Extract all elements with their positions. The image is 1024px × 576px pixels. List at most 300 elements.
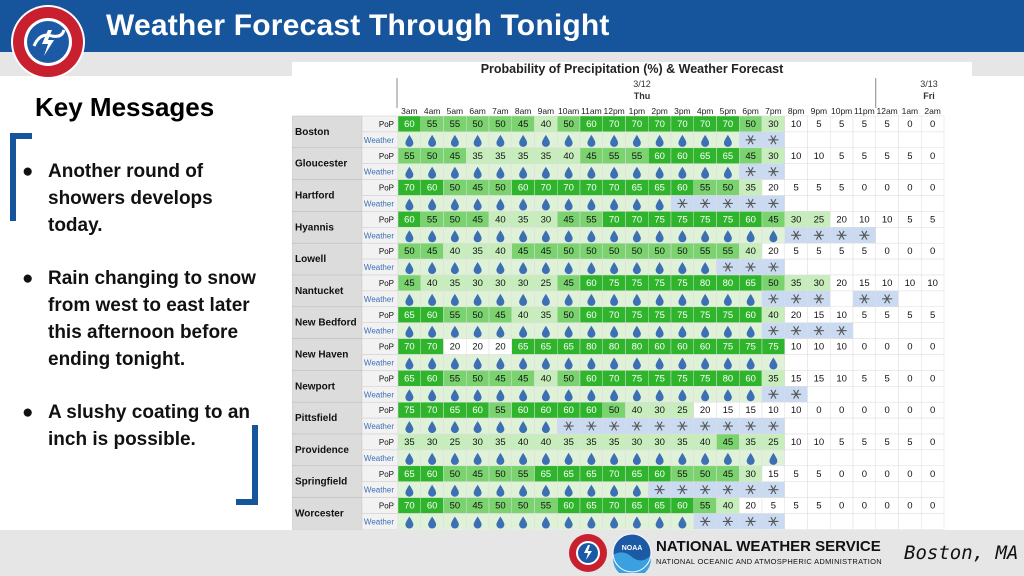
pop-value: 35 — [517, 150, 529, 162]
weather-cell — [899, 482, 922, 498]
pop-value: 65 — [563, 468, 574, 480]
weather-cell — [853, 450, 876, 466]
station-name: Worcester — [295, 508, 344, 520]
pop-label: PoP — [378, 374, 394, 384]
weather-cell — [808, 259, 831, 275]
pop-value: 60 — [745, 373, 756, 385]
pop-value: 10 — [813, 341, 825, 353]
key-messages-list — [18, 158, 258, 479]
weather-label: Weather — [363, 294, 394, 304]
pop-label: PoP — [378, 342, 394, 352]
weather-cell — [876, 132, 899, 148]
weather-cell — [785, 514, 808, 530]
pop-value: 25 — [677, 405, 688, 417]
pop-value: 5 — [907, 214, 913, 226]
pop-value: 30 — [426, 437, 438, 448]
pop-value: 30 — [790, 214, 802, 226]
pop-value: 60 — [586, 309, 597, 321]
weather-cell — [853, 514, 876, 530]
weather-cell — [899, 196, 922, 212]
pop-value: 5 — [907, 150, 913, 162]
weather-cell — [921, 355, 944, 371]
pop-value: 50 — [608, 405, 620, 417]
hour-label: 4am — [423, 106, 441, 116]
weather-cell — [830, 291, 853, 307]
pop-value: 10 — [790, 150, 802, 162]
pop-value: 0 — [861, 468, 868, 480]
pop-value: 0 — [907, 468, 913, 480]
pop-value: 80 — [631, 341, 643, 353]
hour-label: 10am — [557, 106, 580, 116]
weather-cell — [899, 132, 922, 148]
weather-cell — [785, 482, 808, 498]
pop-value: 65 — [404, 468, 415, 480]
key-messages-title: Key Messages — [35, 92, 215, 122]
weather-cell — [830, 164, 853, 180]
pop-value: 35 — [540, 150, 552, 162]
pop-value: 45 — [495, 373, 506, 385]
weather-cell — [899, 259, 922, 275]
pop-value: 50 — [654, 246, 665, 258]
weather-label: Weather — [363, 358, 394, 368]
pop-value: 50 — [517, 500, 529, 512]
pop-value: 60 — [745, 214, 756, 226]
weather-cell — [830, 482, 853, 498]
pop-label: PoP — [378, 215, 394, 225]
pop-value: 30 — [517, 278, 529, 289]
hour-label: 9pm — [810, 106, 828, 116]
pop-value: 45 — [472, 500, 483, 512]
pop-label: PoP — [378, 310, 394, 320]
weather-cell — [899, 418, 922, 434]
pop-value: 45 — [768, 214, 779, 226]
pop-value: 0 — [884, 500, 890, 512]
weather-cell — [785, 132, 808, 148]
hour-label: 8am — [514, 106, 532, 116]
pop-value: 55 — [699, 182, 711, 194]
pop-value: 55 — [404, 150, 415, 162]
pop-value: 15 — [768, 468, 779, 480]
pop-value: 50 — [563, 246, 574, 258]
pop-value: 0 — [884, 182, 890, 194]
pop-value: 50 — [495, 119, 506, 130]
weather-cell — [785, 259, 808, 275]
station-name: Pittsfield — [295, 413, 338, 425]
pop-value: 60 — [745, 309, 756, 321]
hour-label: 9am — [537, 106, 555, 116]
weather-cell — [830, 514, 853, 530]
pop-value: 45 — [517, 119, 529, 130]
weather-cell — [808, 514, 831, 530]
pop-value: 70 — [608, 373, 620, 385]
pop-value: 65 — [540, 468, 552, 480]
pop-value: 0 — [838, 500, 845, 512]
weather-cell — [785, 196, 808, 212]
pop-value: 10 — [790, 119, 802, 130]
pop-value: 0 — [838, 405, 845, 417]
pop-value: 5 — [884, 150, 890, 162]
weather-cell — [876, 514, 899, 530]
weather-cell — [899, 355, 922, 371]
hour-label: 5pm — [719, 106, 737, 116]
weather-cell — [853, 132, 876, 148]
bullet-icon: ● — [22, 402, 34, 423]
pop-value: 65 — [722, 150, 734, 162]
station-name: New Haven — [295, 349, 349, 361]
pop-value: 0 — [816, 405, 822, 417]
pop-label: PoP — [378, 151, 394, 161]
pop-value: 25 — [449, 437, 461, 448]
pop-value: 35 — [745, 437, 756, 448]
pop-value: 20 — [790, 309, 802, 321]
pop-value: 70 — [699, 119, 711, 130]
pop-value: 50 — [563, 373, 574, 385]
weather-cell — [921, 514, 944, 530]
pop-value: 60 — [426, 182, 438, 194]
pop-value: 10 — [790, 437, 802, 448]
pop-value: 50 — [472, 373, 483, 385]
hour-label: 2am — [924, 106, 941, 116]
pop-value: 0 — [907, 500, 913, 512]
pop-value: 30 — [768, 119, 779, 130]
pop-value: 75 — [654, 309, 665, 321]
hour-label: 8pm — [787, 106, 805, 116]
pop-value: 75 — [699, 373, 711, 385]
pop-value: 0 — [884, 468, 890, 480]
pop-value: 5 — [907, 437, 913, 448]
weather-cell — [899, 514, 922, 530]
weather-cell — [921, 227, 944, 243]
pop-value: 75 — [677, 214, 688, 226]
pop-value: 70 — [404, 182, 415, 194]
pop-value: 50 — [631, 246, 643, 258]
pop-value: 5 — [838, 246, 845, 258]
pop-value: 65 — [540, 341, 552, 353]
weather-cell — [830, 450, 853, 466]
weather-cell — [876, 482, 899, 498]
weather-cell — [808, 386, 831, 402]
weather-cell — [899, 323, 922, 339]
pop-value: 60 — [563, 500, 574, 512]
footer-bar — [0, 530, 1024, 576]
pop-value: 70 — [608, 119, 620, 130]
weather-cell — [921, 132, 944, 148]
pop-value: 75 — [654, 278, 665, 289]
key-message-item — [18, 158, 258, 239]
pop-value: 55 — [517, 468, 529, 480]
pop-value: 35 — [472, 150, 483, 162]
pop-value: 70 — [586, 182, 597, 194]
pop-value: 60 — [517, 182, 529, 194]
pop-value: 45 — [722, 437, 734, 448]
pop-value: 40 — [768, 309, 779, 321]
pop-value: 55 — [449, 373, 461, 385]
station-name: Hartford — [295, 190, 335, 202]
pop-label: PoP — [378, 183, 394, 193]
pop-value: 5 — [861, 437, 868, 448]
pop-value: 45 — [472, 468, 483, 480]
weather-label: Weather — [363, 485, 394, 495]
pop-value: 60 — [677, 341, 688, 353]
pop-value: 35 — [745, 182, 756, 194]
pop-value: 50 — [722, 182, 734, 194]
pop-value: 60 — [426, 500, 438, 512]
pop-value: 50 — [472, 309, 483, 321]
pop-value: 5 — [907, 309, 913, 321]
pop-value: 50 — [495, 500, 506, 512]
weather-cell — [853, 386, 876, 402]
header-bar — [0, 0, 1024, 52]
weather-cell — [830, 355, 853, 371]
pop-value: 70 — [404, 341, 415, 353]
pop-value: 45 — [495, 309, 506, 321]
page-title: Weather Forecast Through Tonight — [106, 9, 610, 42]
pop-value: 65 — [517, 341, 529, 353]
pop-value: 45 — [540, 246, 552, 258]
weather-cell — [876, 227, 899, 243]
weather-cell — [876, 418, 899, 434]
pop-value: 55 — [631, 150, 643, 162]
pop-value: 80 — [722, 278, 734, 289]
pop-value: 60 — [426, 373, 438, 385]
pop-value: 60 — [654, 341, 665, 353]
weather-cell — [830, 418, 853, 434]
pop-value: 0 — [929, 341, 936, 353]
pop-value: 50 — [495, 182, 506, 194]
pop-value: 5 — [793, 500, 799, 512]
hour-label: 4pm — [696, 106, 714, 116]
pop-value: 75 — [677, 309, 688, 321]
pop-value: 30 — [631, 437, 643, 448]
pop-value: 0 — [929, 150, 936, 162]
pop-value: 55 — [495, 405, 506, 417]
pop-value: 10 — [813, 437, 825, 448]
pop-value: 25 — [768, 437, 779, 448]
pop-value: 60 — [699, 341, 711, 353]
pop-value: 75 — [608, 278, 620, 289]
pop-value: 70 — [654, 119, 665, 130]
pop-value: 10 — [859, 214, 870, 226]
pop-value: 75 — [631, 373, 643, 385]
weather-cell — [853, 259, 876, 275]
pop-value: 5 — [884, 437, 890, 448]
weather-cell — [921, 164, 944, 180]
pop-value: 80 — [699, 278, 711, 289]
pop-value: 0 — [929, 405, 936, 417]
pop-value: 15 — [790, 373, 802, 385]
pop-value: 0 — [884, 405, 890, 417]
pop-value: 55 — [699, 500, 711, 512]
weather-cell — [808, 450, 831, 466]
weather-cell — [921, 196, 944, 212]
pop-value: 50 — [563, 119, 574, 130]
bullet-icon: ● — [22, 161, 34, 182]
pop-value: 10 — [813, 150, 825, 162]
pop-value: 80 — [722, 373, 734, 385]
pop-value: 55 — [449, 119, 461, 130]
weather-cell — [808, 132, 831, 148]
pop-value: 0 — [861, 500, 868, 512]
pop-value: 45 — [563, 278, 574, 289]
pop-value: 45 — [517, 373, 529, 385]
pop-value: 70 — [426, 341, 438, 353]
pop-value: 5 — [793, 246, 799, 258]
pop-value: 15 — [813, 373, 825, 385]
weather-label: Weather — [363, 390, 394, 400]
pop-value: 75 — [699, 309, 711, 321]
pop-value: 75 — [699, 214, 711, 226]
pop-value: 45 — [722, 468, 734, 480]
pop-value: 65 — [631, 468, 643, 480]
weather-cell — [808, 164, 831, 180]
weather-cell — [830, 259, 853, 275]
pop-value: 10 — [904, 278, 916, 289]
hour-label: 11pm — [854, 106, 875, 116]
station-name: Gloucester — [295, 158, 348, 170]
pop-value: 70 — [426, 405, 438, 417]
pop-value: 20 — [745, 500, 756, 512]
pop-value: 80 — [586, 341, 597, 353]
pop-label: PoP — [378, 120, 394, 129]
weather-label: Weather — [363, 199, 394, 209]
weather-cell — [899, 227, 922, 243]
pop-value: 70 — [404, 500, 415, 512]
pop-value: 10 — [836, 309, 847, 321]
pop-value: 50 — [586, 246, 597, 258]
station-name: Nantucket — [295, 285, 344, 297]
pop-value: 30 — [745, 468, 756, 480]
pop-value: 65 — [404, 373, 415, 385]
day-label-2: Fri — [923, 91, 935, 101]
pop-value: 20 — [768, 182, 779, 194]
weather-label: Weather — [363, 263, 394, 273]
pop-value: 5 — [861, 119, 868, 130]
pop-value: 65 — [563, 341, 574, 353]
weather-label: Weather — [363, 231, 394, 241]
pop-value: 35 — [586, 437, 597, 448]
weather-cell — [853, 164, 876, 180]
weather-label: Weather — [363, 135, 394, 145]
pop-value: 60 — [404, 214, 415, 226]
pop-value: 40 — [540, 373, 552, 385]
pop-value: 70 — [608, 214, 620, 226]
weather-cell — [808, 418, 831, 434]
table-title: Probability of Precipitation (%) & Weather Forecast — [480, 62, 784, 76]
pop-value: 5 — [884, 119, 890, 130]
pop-value: 0 — [929, 437, 936, 448]
pop-value: 60 — [563, 405, 574, 417]
key-message-text: Rain changing to snow from west to east later this afternoon before ending tonight. — [48, 268, 256, 370]
pop-value: 5 — [770, 500, 777, 512]
hour-label: 3pm — [674, 106, 691, 116]
station-name: New Bedford — [295, 317, 357, 329]
station-name: Boston — [295, 126, 330, 138]
pop-value: 5 — [929, 309, 936, 321]
weather-cell — [921, 482, 944, 498]
pop-value: 20 — [768, 246, 779, 258]
pop-value: 60 — [540, 405, 552, 417]
pop-value: 20 — [495, 341, 506, 353]
pop-value: 15 — [745, 405, 756, 417]
weather-cell — [853, 196, 876, 212]
pop-value: 45 — [563, 214, 574, 226]
pop-value: 40 — [540, 437, 552, 448]
weather-label: Weather — [363, 517, 394, 527]
pop-value: 70 — [631, 214, 643, 226]
pop-value: 5 — [861, 309, 868, 321]
pop-value: 20 — [472, 341, 483, 353]
weather-cell — [853, 323, 876, 339]
weather-cell — [785, 450, 808, 466]
pop-value: 40 — [495, 246, 506, 258]
pop-value: 10 — [790, 405, 802, 417]
pop-value: 75 — [631, 278, 643, 289]
pop-value: 45 — [517, 246, 529, 258]
pop-value: 60 — [426, 468, 438, 480]
pop-value: 45 — [449, 150, 461, 162]
pop-value: 60 — [677, 182, 688, 194]
right-bracket — [236, 425, 258, 505]
pop-value: 50 — [404, 246, 415, 258]
weather-cell — [921, 386, 944, 402]
weather-cell — [899, 291, 922, 307]
pop-value: 5 — [816, 468, 822, 480]
pop-value: 35 — [563, 437, 574, 448]
bullet-icon: ● — [22, 268, 34, 289]
pop-value: 55 — [586, 214, 597, 226]
weather-cell — [921, 259, 944, 275]
hour-label: 3am — [401, 106, 418, 116]
pop-value: 35 — [768, 373, 779, 385]
key-message-item — [18, 399, 258, 453]
pop-value: 40 — [540, 119, 552, 130]
hour-label: 6am — [469, 106, 486, 116]
weather-cell — [876, 164, 899, 180]
pop-value: 35 — [472, 246, 483, 258]
pop-value: 10 — [836, 373, 847, 385]
pop-value: 75 — [404, 405, 415, 417]
hour-label: 1pm — [628, 106, 646, 116]
weather-cell — [876, 386, 899, 402]
pop-value: 65 — [586, 500, 597, 512]
pop-value: 0 — [884, 341, 890, 353]
pop-value: 20 — [449, 341, 461, 353]
pop-value: 40 — [426, 278, 438, 289]
weather-cell — [899, 386, 922, 402]
weather-label: Weather — [363, 453, 394, 463]
pop-value: 5 — [793, 182, 799, 194]
pop-value: 5 — [884, 309, 890, 321]
pop-value: 50 — [449, 500, 461, 512]
pop-value: 70 — [608, 468, 620, 480]
pop-value: 70 — [722, 119, 734, 130]
pop-value: 70 — [677, 119, 688, 130]
pop-value: 65 — [631, 500, 643, 512]
weather-cell — [853, 355, 876, 371]
pop-value: 60 — [586, 119, 597, 130]
pop-value: 40 — [449, 246, 461, 258]
pop-value: 50 — [449, 182, 461, 194]
pop-value: 30 — [472, 278, 483, 289]
pop-value: 50 — [495, 468, 506, 480]
pop-value: 60 — [654, 150, 665, 162]
pop-value: 10 — [768, 405, 779, 417]
pop-value: 10 — [881, 214, 893, 226]
pop-value: 5 — [816, 182, 822, 194]
weather-cell — [921, 418, 944, 434]
pop-value: 5 — [816, 500, 822, 512]
pop-value: 55 — [426, 119, 438, 130]
